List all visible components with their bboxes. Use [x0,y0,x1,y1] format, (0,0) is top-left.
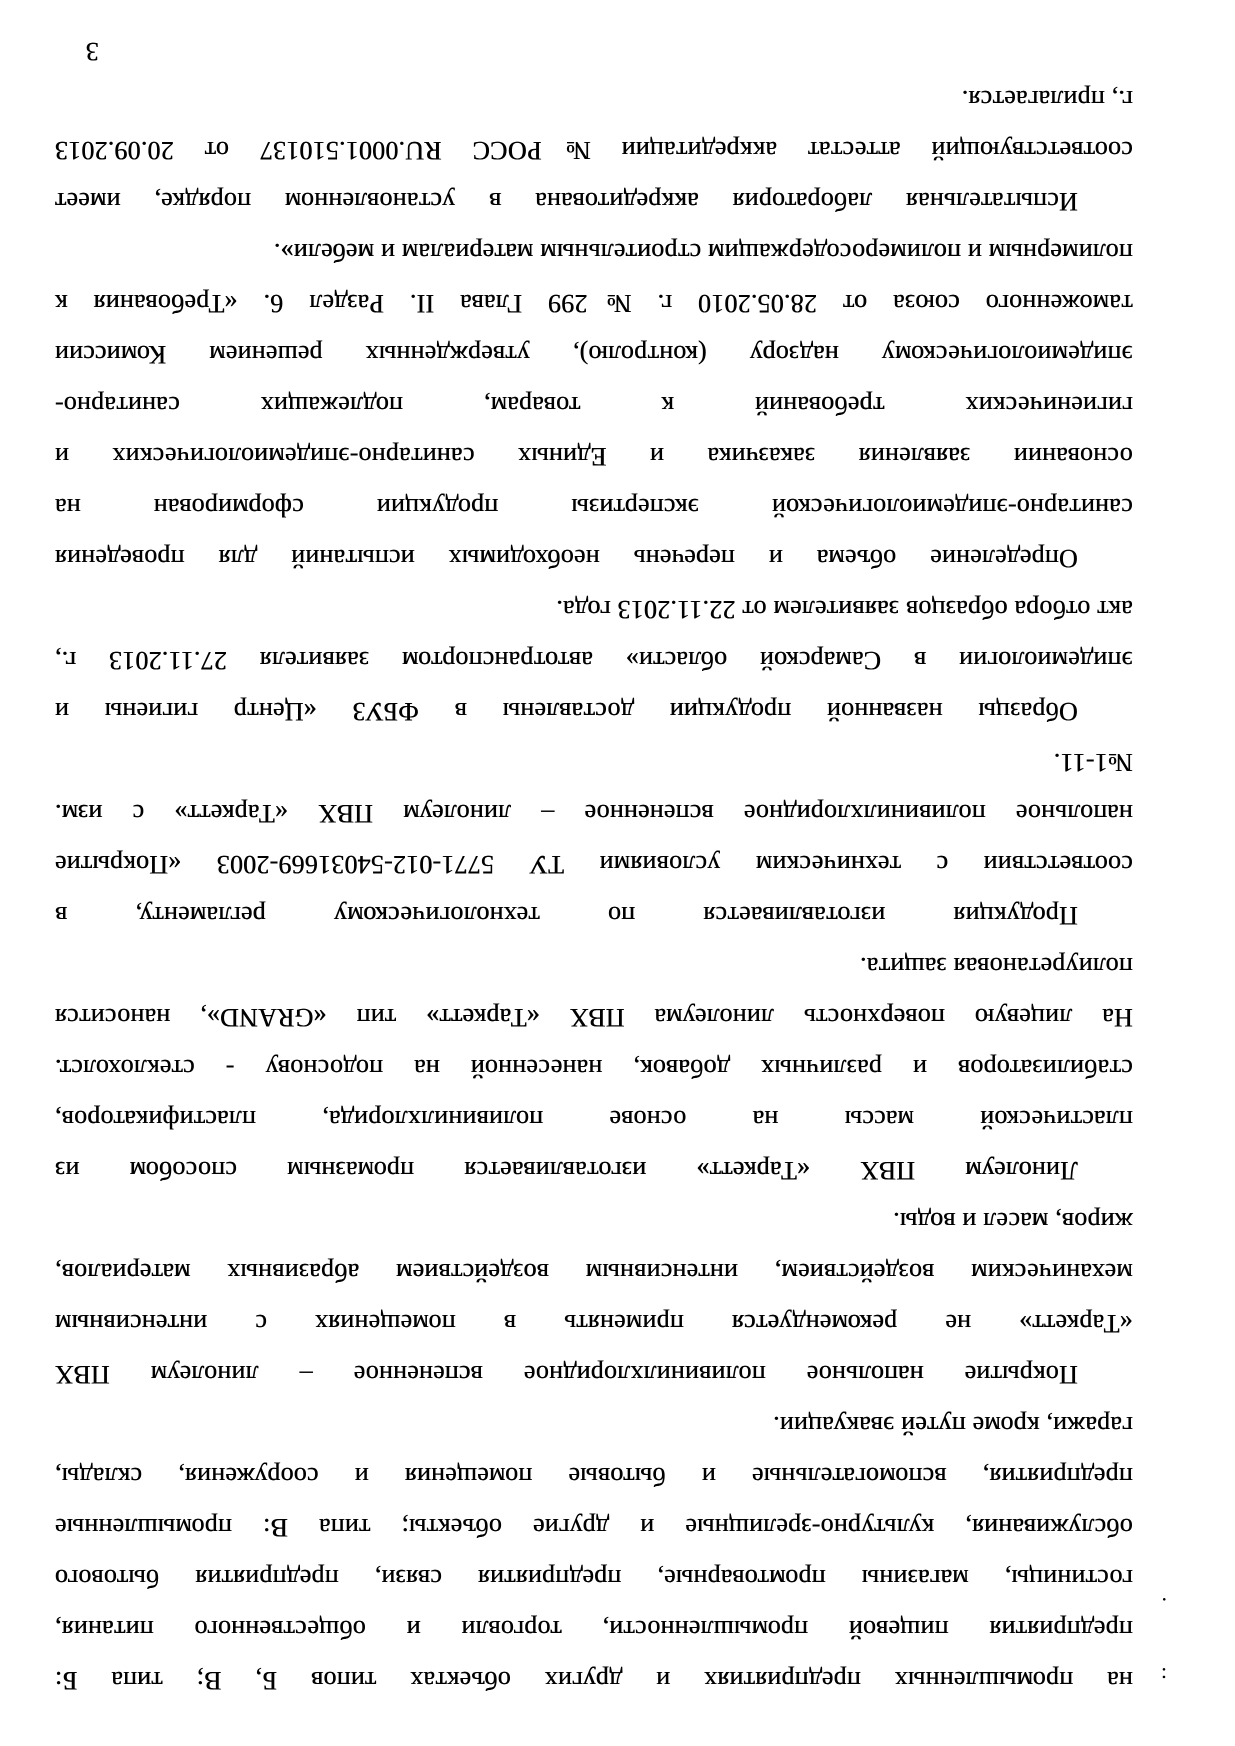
scan-artifact-dot: . [1161,1593,1167,1618]
text-line: соответствии с техническим условиями ТУ 5771-012-54031669-2003 «Покрытие [55,850,1133,879]
text-line: основании заявления заказчика и Единых санитарно-эпидемиологических и [55,442,1133,471]
document-body-text [55,74,1133,1706]
text-line: жиров, масел и воды. [893,1207,1133,1236]
text-line: гаражи, кроме путей эвакуации. [773,1411,1133,1440]
text-line: механическим воздействием, интенсивным воздействием абразивных материалов, [55,1258,1133,1287]
text-line: предприятия пищевой промышленности, торговли и общественного питания, [55,1615,1133,1644]
scan-artifact-colon: : [1160,1663,1167,1688]
text-line: напольное поливинилхлоридное вспененное – линолеум ПВХ «Таркетт» с изм. [55,799,1133,828]
text-line: эпидемиологии в Самарской области» автотранспортом заявителя 27.11.2013 г., [55,646,1133,675]
text-line: Продукция изготавливается по технологическому регламенту, в [55,901,1078,930]
text-line: На лицевую поверхность линолеума ПВХ «Таркетт» тип «GRAND», наносится [55,1003,1133,1032]
text-line: полиуретановая защита. [860,952,1133,981]
text-line: гостиницы, магазины промтоварные, предприятия связи, предприятия бытового [55,1564,1133,1593]
text-line: предприятия, вспомогательные и бытовые помещения и сооружения, склады, [55,1462,1133,1491]
text-line: обслуживания, культурно-зрелищные и другие объекты; типа В: промышленные [55,1513,1133,1542]
text-line: г., прилагается. [961,85,1133,114]
page-number: 3 [86,37,99,66]
text-line: Покрытие напольное поливинилхлоридное вспененное – линолеум ПВХ [55,1360,1078,1389]
text-line: соответствующий аттестат аккредитации №РОСС RU.0001.510137 от 20.09.2013 [55,136,1133,165]
text-line: на промышленных предприятиях и других объектах типов Б, В; типа Б: [55,1666,1133,1695]
text-line: таможенного союза от 28.05.2010 г. №299 Глава II. Раздел 6. «Требования к [55,289,1133,318]
text-line: полимерным и полимеросодержащим строительным материалам и мебели». [273,238,1133,267]
text-line: Определение объема и перечень необходимых испытаний для проведения [55,544,1078,573]
text-line: Испытательная лаборатория аккредитована в установленном порядке, имеет [55,187,1078,216]
text-line: гигиенических требований к товарам, подлежащих санитарно- [55,391,1133,420]
text-line: №1-11. [1053,748,1133,777]
text-line: санитарно-эпидемиологической экспертизы продукции сформирован на [55,493,1133,522]
text-line: пластической массы на основе поливинилхлорида, пластификаторов, [55,1105,1133,1134]
text-line: Линолеум ПВХ «Таркетт» изготавливается промазным способом из [55,1156,1078,1185]
text-line: эпидемиологическому надзору (контролю), утвержденных решением Комиссии [55,340,1133,369]
text-line: стабилизаторов и различных добавок, нанесенной на подоснову - стеклохолст. [55,1054,1133,1083]
text-line: Образцы названной продукции доставлены в ФБУЗ «Центр гигиены и [55,697,1078,726]
text-line: «Таркетт» не рекомендуется применять в помещениях с интенсивным [55,1309,1133,1338]
text-line: акт отбора образцов заявителем от 22.11.2013 года. [556,595,1133,624]
